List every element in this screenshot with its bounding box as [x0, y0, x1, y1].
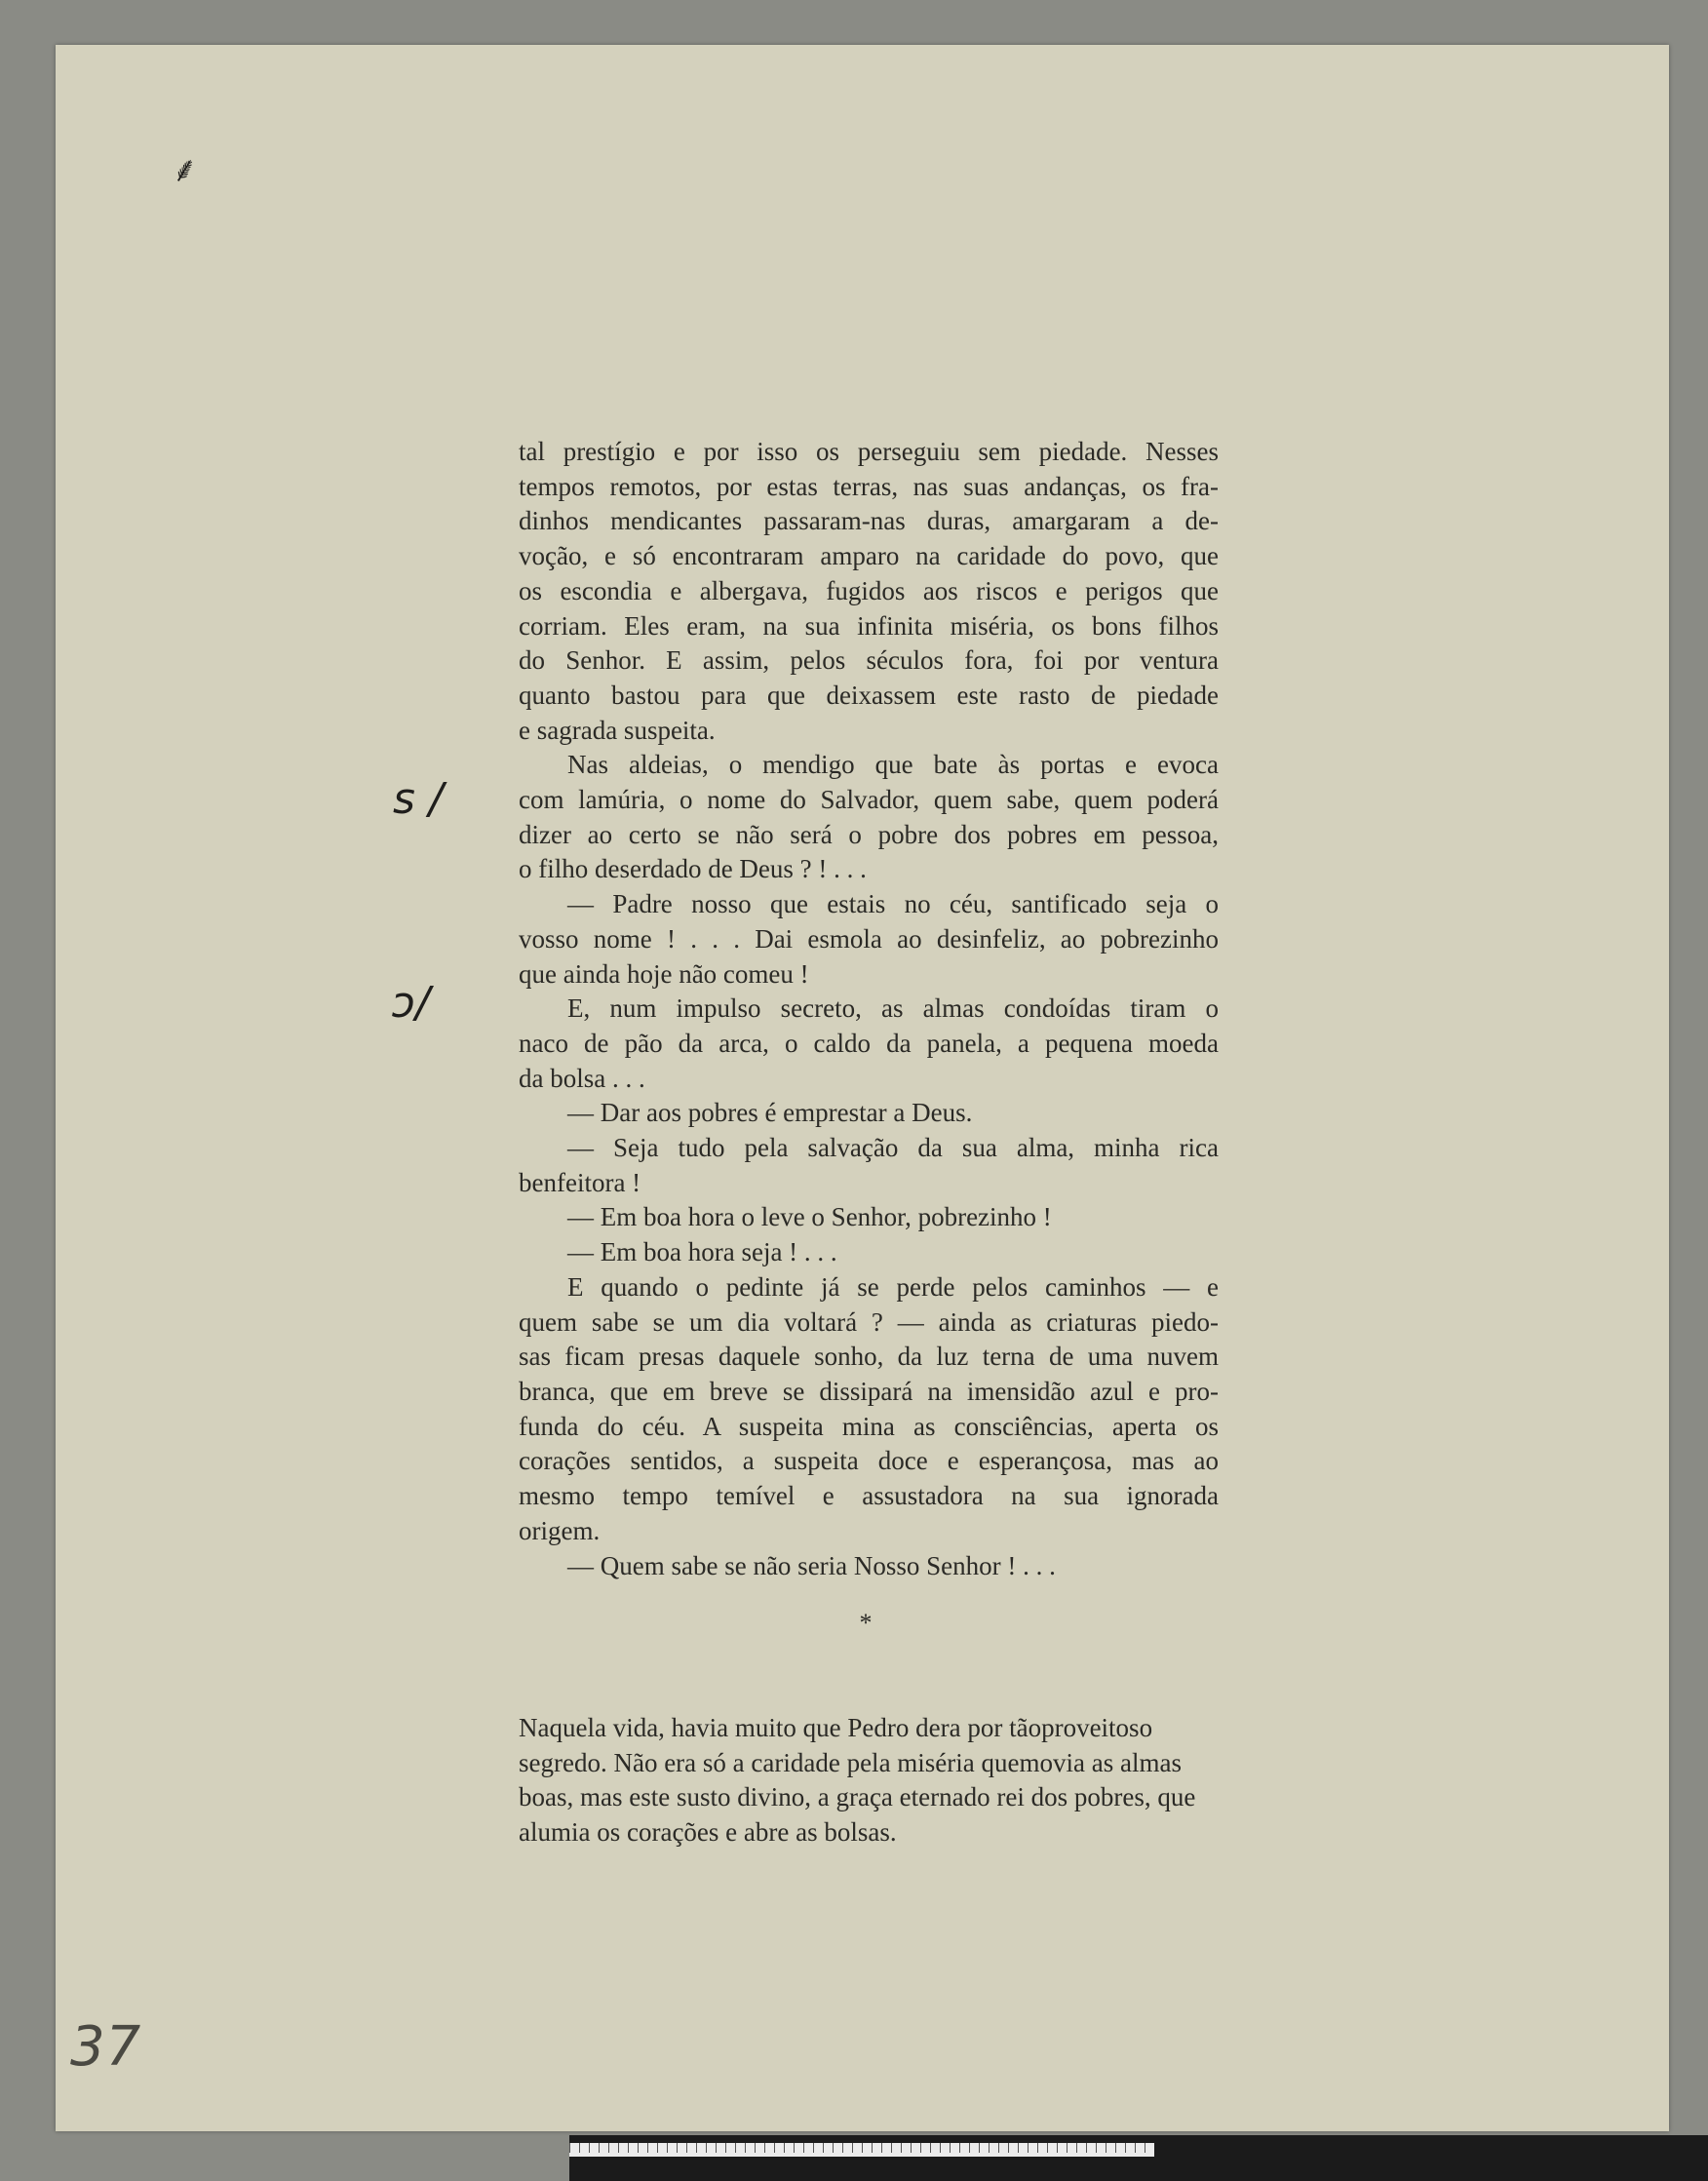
ruler-tick	[1076, 2143, 1077, 2153]
ruler-tick	[813, 2143, 814, 2153]
paragraph	[519, 1235, 1219, 1270]
text-line: voção, e só encontraram amparo na caridade do povo, que	[519, 541, 1219, 571]
ruler-tick	[891, 2143, 892, 2153]
paragraph	[519, 1096, 1219, 1131]
paragraph	[519, 1711, 1219, 1850]
ruler-tick	[618, 2143, 619, 2153]
text-line: branca, que em breve se dissipará na imensidão azul e pro-	[519, 1376, 1219, 1406]
ruler-tick	[628, 2143, 629, 2153]
text-line: movia as almas boas, mas este susto divino, a graça eterna	[519, 1747, 1182, 1812]
ruler-tick	[1037, 2143, 1038, 2153]
ruler-tick	[677, 2143, 678, 2153]
ruler-tick	[833, 2143, 834, 2153]
ruler-tick	[1047, 2143, 1048, 2153]
text-line: corriam. Eles eram, na sua infinita miséria, os bons filhos	[519, 610, 1219, 641]
ruler-tick	[1086, 2143, 1087, 2153]
text-line: vosso nome ! . . . Dai esmola ao desinfeliz, ao pobrezinho	[519, 923, 1219, 954]
ruler-tick	[686, 2143, 687, 2153]
text-line: — Padre nosso que estais no céu, santificado seja o	[567, 889, 1219, 919]
paragraph	[519, 887, 1219, 992]
ruler-tick	[979, 2143, 980, 2153]
ruler-tick	[696, 2143, 697, 2153]
ruler-tick	[920, 2143, 921, 2153]
ruler-tick	[1028, 2143, 1029, 2153]
ruler-tick	[1008, 2143, 1009, 2153]
text-line: mesmo tempo temível e assustadora na sua ignorada	[519, 1481, 1219, 1511]
ruler-tick	[803, 2143, 804, 2153]
paragraph	[519, 748, 1219, 887]
ruler-tick	[569, 2143, 570, 2153]
text-line: — Em boa hora seja ! . . .	[567, 1237, 837, 1267]
text-line: dizer ao certo se não será o pobre dos pobres em pessoa,	[519, 819, 1219, 849]
paragraph	[519, 1270, 1219, 1549]
text-line: — Em boa hora o leve o Senhor, pobrezinho !	[567, 1202, 1052, 1232]
paragraph	[519, 1131, 1219, 1200]
text-line: dinhos mendicantes passaram-nas duras, amargaram a de-	[519, 506, 1219, 536]
text-line: proveitoso segredo. Não era só a caridade pela miséria que	[519, 1713, 1153, 1777]
ruler-tick	[1115, 2143, 1116, 2153]
paragraph	[519, 1200, 1219, 1235]
ruler-tick	[706, 2143, 707, 2153]
ruler-tick	[657, 2143, 658, 2153]
text-line: — Quem sabe se não seria Nosso Senhor ! . . .	[567, 1550, 1056, 1580]
ruler-tick	[755, 2143, 756, 2153]
ruler-tick	[1067, 2143, 1068, 2153]
section-separator: *	[859, 1609, 873, 1637]
ruler-tick	[989, 2143, 990, 2153]
ruler-tick	[745, 2143, 746, 2153]
text-line: que ainda hoje não comeu !	[519, 958, 809, 989]
text-line: origem.	[519, 1515, 601, 1545]
text-line: os escondia e albergava, fugidos aos riscos e perigos que	[519, 575, 1219, 605]
text-line: quanto bastou para que deixassem este rasto de piedade	[519, 680, 1219, 710]
main-text-block	[519, 435, 1219, 1583]
text-line: do Senhor. E assim, pelos séculos fora, foi por ventura	[519, 645, 1219, 676]
ruler-tick	[794, 2143, 795, 2153]
text-line: funda do céu. A suspeita mina as consciências, aperta os	[519, 1411, 1219, 1441]
ruler-tick	[852, 2143, 853, 2153]
ruler-tick	[969, 2143, 970, 2153]
text-line: da bolsa . . .	[519, 1063, 645, 1093]
paragraph	[519, 992, 1219, 1096]
ruler-tick	[1125, 2143, 1126, 2153]
ruler-tick	[764, 2143, 765, 2153]
margin-note-1: s /	[393, 774, 444, 824]
ruler-tick	[940, 2143, 941, 2153]
corner-pencil-mark: ⸙	[172, 150, 199, 190]
text-line: do rei dos pobres, que alumia os corações e abre as bolsas.	[519, 1782, 1196, 1848]
paragraph	[519, 435, 1219, 748]
text-line: o filho deserdado de Deus ? ! . . .	[519, 854, 867, 884]
ruler-tick	[1135, 2143, 1136, 2153]
ruler-tick	[784, 2143, 785, 2153]
ruler-tick	[862, 2143, 863, 2153]
folio-number: 37	[70, 2015, 142, 2079]
text-line: — Seja tudo pela salvação da sua alma, minha rica	[567, 1133, 1219, 1163]
text-line: — Dar aos pobres é emprestar a Deus.	[567, 1098, 973, 1128]
ruler-tick	[1096, 2143, 1097, 2153]
ruler-tick	[599, 2143, 600, 2153]
ruler-tick	[638, 2143, 639, 2153]
text-line: corações sentidos, a suspeita doce e esperançosa, mas ao	[519, 1446, 1219, 1476]
text-line: E quando o pedinte já se perde pelos caminhos — e	[567, 1271, 1219, 1302]
ruler-tick	[842, 2143, 843, 2153]
ruler-tick	[950, 2143, 951, 2153]
ruler-tick	[716, 2143, 717, 2153]
text-line: Naquela vida, havia muito que Pedro dera por tão	[519, 1713, 1042, 1742]
scale-ruler	[569, 2135, 1708, 2181]
ruler-tick	[579, 2143, 580, 2153]
ruler-tick	[1057, 2143, 1058, 2153]
ruler-tick	[930, 2143, 931, 2153]
ruler-tick	[647, 2143, 648, 2153]
ruler-tick	[901, 2143, 902, 2153]
ruler-tick	[881, 2143, 882, 2153]
ruler-tick	[911, 2143, 912, 2153]
ruler-tick	[725, 2143, 726, 2153]
text-line: quem sabe se um dia voltará ? — ainda as criaturas piedo-	[519, 1306, 1219, 1337]
second-text-block	[519, 1685, 1219, 1877]
ruler-tick	[823, 2143, 824, 2153]
ruler-tick	[959, 2143, 960, 2153]
ruler-tick	[589, 2143, 590, 2153]
text-line: E, num impulso secreto, as almas condoídas tiram o	[567, 993, 1219, 1024]
ruler-tick	[1018, 2143, 1019, 2153]
margin-note-2: ɔ/	[392, 978, 431, 1028]
ruler-tick	[608, 2143, 609, 2153]
ruler-tick	[667, 2143, 668, 2153]
text-line: tal prestígio e por isso os perseguiu sem piedade. Nesses	[519, 437, 1219, 466]
text-line: Nas aldeias, o mendigo que bate às portas e evoca	[567, 750, 1219, 780]
paragraph	[519, 1549, 1219, 1584]
text-line: naco de pão da arca, o caldo da panela, a pequena moeda	[519, 1028, 1219, 1058]
ruler-tick	[998, 2143, 999, 2153]
text-line: tempos remotos, por estas terras, nas suas andanças, os fra-	[519, 471, 1219, 501]
text-line: com lamúria, o nome do Salvador, quem sabe, quem poderá	[519, 785, 1219, 815]
ruler-tick	[735, 2143, 736, 2153]
text-line: sas ficam presas daquele sonho, da luz terna de uma nuvem	[519, 1342, 1219, 1372]
text-line: benfeitora !	[519, 1167, 641, 1197]
text-line: e sagrada suspeita.	[519, 715, 716, 745]
ruler-tick	[872, 2143, 873, 2153]
ruler-tick	[774, 2143, 775, 2153]
